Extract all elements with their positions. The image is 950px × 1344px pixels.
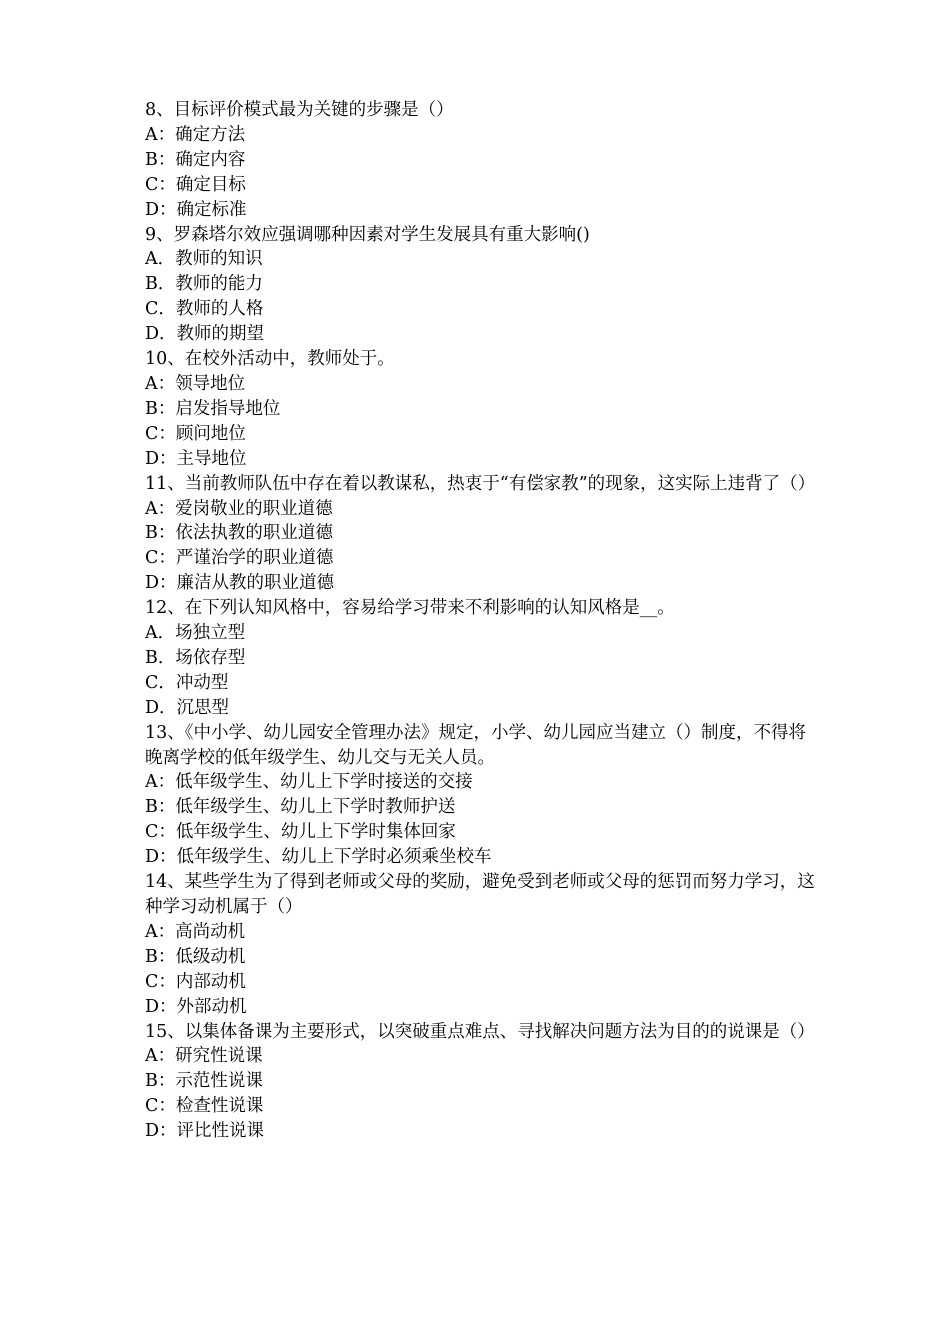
option-a: A：领导地位 — [145, 373, 246, 394]
question-text: 13、《中小学、幼儿园安全管理办法》规定，小学、幼儿园应当建立（）制度，不得将晚离学校的低年级学生、幼儿交与无关人员。 — [145, 722, 807, 768]
question-item — [145, 347, 815, 472]
option-d: D：低年级学生、幼儿上下学时必须乘坐校车 — [145, 847, 492, 868]
option-a: A：确定方法 — [145, 124, 246, 145]
question-text: 9、罗森塔尔效应强调哪种因素对学生发展具有重大影响() — [145, 224, 590, 245]
question-item — [145, 721, 815, 870]
option-a: A．场独立型 — [145, 623, 246, 644]
option-a: A：低年级学生、幼儿上下学时接送的交接 — [145, 772, 473, 793]
option-a: A：爱岗敬业的职业道德 — [145, 498, 333, 519]
option-c: C：确定目标 — [145, 174, 246, 195]
question-item — [145, 472, 815, 597]
question-text: 14、某些学生为了得到老师或父母的奖励，避免受到老师或父母的惩罚而努力学习，这种学习动机属于（） — [145, 872, 815, 917]
option-c: C．冲动型 — [145, 672, 229, 693]
option-d: D：外部动机 — [145, 996, 247, 1017]
option-c: C：检查性说课 — [145, 1096, 264, 1117]
option-b: B：确定内容 — [145, 149, 246, 170]
question-item — [145, 596, 815, 721]
option-a: A：研究性说课 — [145, 1046, 263, 1067]
option-b: B：依法执教的职业道德 — [145, 523, 333, 544]
option-d: D：确定标准 — [145, 199, 247, 220]
question-text: 11、当前教师队伍中存在着以教谋私，热衷于“有偿家教”的现象，这实际上违背了（） — [145, 473, 816, 494]
option-c: C．教师的人格 — [145, 299, 264, 320]
option-d: D．沉思型 — [145, 697, 230, 718]
option-b: B．教师的能力 — [145, 274, 263, 295]
option-a: A．教师的知识 — [145, 249, 263, 270]
question-text: 12、在下列认知风格中，容易给学习带来不利影响的认知风格是__。 — [145, 598, 675, 619]
question-item — [145, 870, 815, 1019]
option-c: C：顾问地位 — [145, 423, 246, 444]
option-c: C：严谨治学的职业道德 — [145, 548, 334, 569]
option-d: D．教师的期望 — [145, 324, 265, 345]
question-text: 15、以集体备课为主要形式，以突破重点难点、寻找解决问题方法为目的的说课是（） — [145, 1021, 815, 1042]
option-b: B：示范性说课 — [145, 1071, 263, 1092]
option-c: C：内部动机 — [145, 971, 246, 992]
question-text: 10、在校外活动中，教师处于。 — [145, 349, 395, 370]
question-item — [145, 223, 815, 348]
option-d: D：评比性说课 — [145, 1121, 265, 1142]
option-d: D：廉洁从教的职业道德 — [145, 573, 335, 594]
option-b: B：启发指导地位 — [145, 398, 281, 419]
option-b: B：低级动机 — [145, 946, 246, 967]
question-list — [145, 98, 815, 1144]
option-b: B．场依存型 — [145, 647, 246, 668]
option-d: D：主导地位 — [145, 448, 247, 469]
question-item — [145, 98, 815, 223]
question-text: 8、目标评价模式最为关键的步骤是（） — [145, 100, 454, 120]
question-item — [145, 1020, 815, 1145]
option-b: B：低年级学生、幼儿上下学时教师护送 — [145, 797, 456, 818]
option-c: C：低年级学生、幼儿上下学时集体回家 — [145, 822, 456, 843]
option-a: A：高尚动机 — [145, 921, 246, 942]
